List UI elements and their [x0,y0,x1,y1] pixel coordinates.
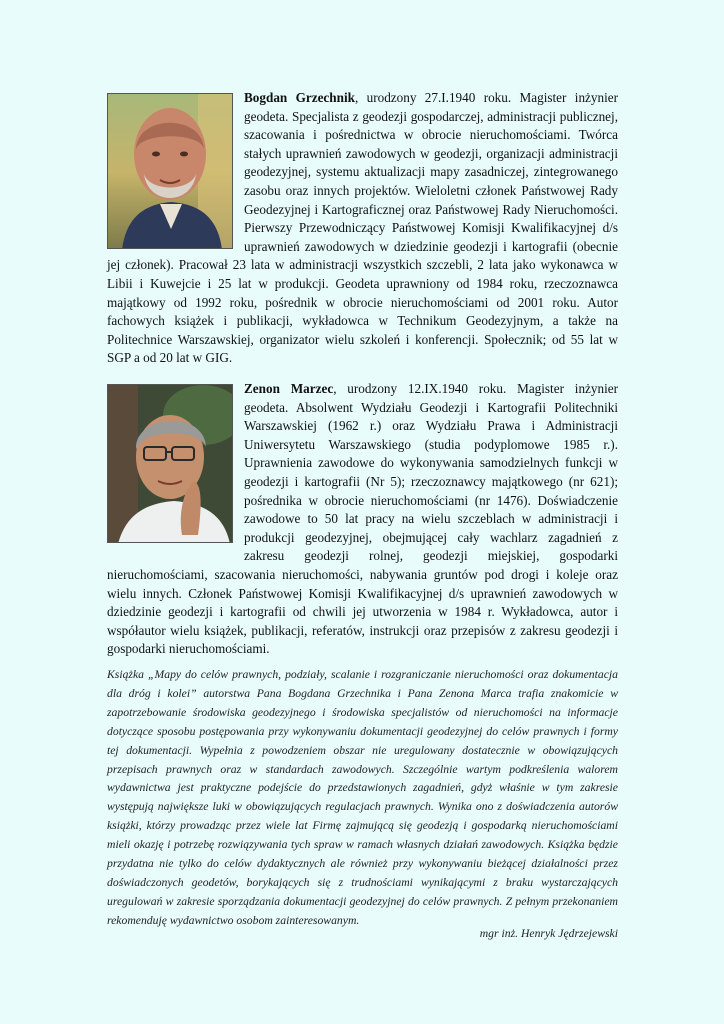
author-bio-marzec [107,380,618,659]
author-description: , urodzony 27.I.1940 roku. Magister inżynier geodeta. Specjalista z geodezji gospodarczej, administracji publicznej, szacowania i pośrednictwa w obrocie nieruchomościami. Twórca stałych uprawnień zawodowych w geodezji, organizacji administracji geodezyjnej, systemu aktualizacji mapy zasadniczej, zintegrowanego zasobu oraz innych projektów. Wieloletni członek Państwowej Rady Geodezyjnej i Kartograficznej oraz Państwowej Rady Nieruchomości. Pierwszy Przewodniczący Państwowej Komisji Kwalifikacyjnej d/s uprawnień zawodowych w dziedzinie geodezji i kartografii (obecnie jej członek). Pracował 23 lata w administracji wszystkich szczebli, 2 lata jako wykonawca w Libii i Kuwejcie i 25 lat w produkcji. Geodeta uprawniony od 1984 roku, rzeczoznawca majątkowy od 1992 roku, pośrednik w obrocie nieruchomościami od 2001 roku. Autor fachowych książek i publikacji, wykładowca w Technikum Geodezyjnym, a także na Politechnice Warszawskiej, organizator wielu szkoleń i konferencji. Społecznik; od 55 lat w SGP a od 20 lat w GIG. [107,90,618,366]
review-text: Książka „Mapy do celów prawnych, podziały, scalanie i rozgraniczanie nieruchomości oraz dokumentacja dla dróg i kolei” autorstwa Pana Bogdana Grzechnika i Pana Zenona Marca trafia znakomicie w zapotrzebowanie środowiska geodezyjnego i środowiska specjalistów od nieruchomości na informacje dotyczące sposobu postępowania przy wykonywaniu dokumentacji geodezyjnej do celów prawnych i formy tej dokumentacji. Wypełnia z powodzeniem obszar nie uregulowany dostatecznie w obowiązujących przepisach prawnych oraz w standardach zawodowych. Szczególnie wartym podkreślenia walorem wydawnictwa jest praktyczne podejście do przedstawionych zagadnień, gdyż właśnie w tym zakresie występują największe luki w obowiązujących regulacjach prawnych. Wynika ono z doświadczenia autorów książki, którzy prowadząc przez wiele lat Firmę zajmującą się geodezją i gospodarką nieruchomościami mieli okazję i potrzebę rozwiązywania tych spraw w ramach własnych działań zawodowych. Książka będzie przydatna nie tylko do celów dydaktycznych ale również przy wykonywaniu bieżącej działalności przez doświadczonych geodetów, borykających się z trudnościami wynikającymi z braku wystarczających uregulowań w zakresie sporządzania dokumentacji geodezyjnej do celów prawnych. Z pełnym przekonaniem rekomenduję wydawnictwo osobom zainteresowanym. [107,668,618,927]
author-bio-grzechnik [107,89,618,368]
author-photo-marzec [107,384,233,543]
author-name: Bogdan Grzechnik [244,90,355,105]
review-signature: mgr inż. Henryk Jędrzejewski [479,927,618,940]
author-name: Zenon Marzec [244,381,334,396]
author-description: , urodzony 12.IX.1940 roku. Magister inżynier geodeta. Absolwent Wydziału Geodezji i Kartografii Politechniki Warszawskiej (1962 r.) oraz Wydziału Prawa i Administracji Uniwersytetu Warszawskiego (studia podyplomowe 1985 r.). Uprawnienia zawodowe do wykonywania samodzielnych funkcji w geodezji i kartografii (Nr 5); rzeczoznawcy majątkowego (nr 621); pośrednika w obrocie nieruchomościami (nr 1476). Doświadczenie zawodowe to 50 lat pracy na wielu szczeblach w administracji i produkcji geodezyjnej, obejmującej cały wachlarz zagadnień z zakresu geodezji rolnej, geodezji miejskiej, gospodarki nieruchomościami, szacowania nieruchomości, nabywania gruntów pod drogi i koleje oraz wielu innych. Członek Państwowej Komisji Kwalifikacyjnej d/s uprawnień zawodowych w dziedzinie geodezji i kartografii od chwili jej utworzenia w 1984 r. Wykładowca, autor i współautor wielu książek, publikacji, referatów, instrukcji oraz przepisów z zakresu geodezji i gospodarki nieruchomościami. [107,381,618,657]
author-photo-grzechnik [107,93,233,249]
